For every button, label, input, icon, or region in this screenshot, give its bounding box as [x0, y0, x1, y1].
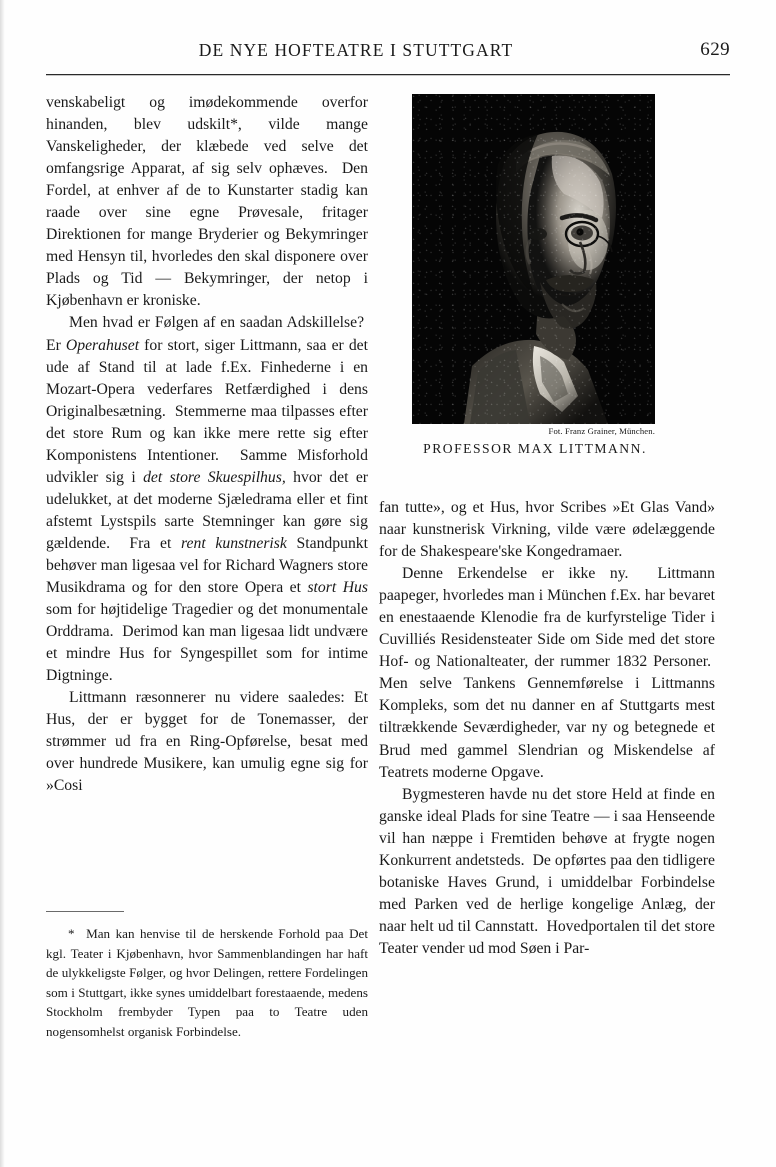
text-column-right — [379, 497, 715, 960]
page-number: 629 — [700, 39, 730, 60]
footnote-text: * Man kan henvise til de herskende Forhold paa Det kgl. Teater i Kjøbenhavn, hvor Sammenblandingen har haft de ulykkeligste Følger, og hvor Delingen, rettere Fordelingen som i Stuttgart, ikke synes umiddelbart forestaaende, medens Stockholm frembyder Typen paa to Teatre uden nogensomhelst organisk Forbindelse. — [46, 926, 368, 1039]
photo-credit: Fot. Franz Grainer, München. — [548, 426, 655, 436]
paragraph: Denne Erkendelse er ikke ny. Littmann paapeger, hvorledes man i München f.Ex. har bevaret en enestaaende Klenodie fra de kurfyrstelige Tider i Cuvilliés Residensteater Side om Side med det store Hof- og Nationalteater, der rummer 1832 Personer. Men selve Tankens Gennemførelse i Littmanns Kompleks, som det nu danner en af Stuttgarts mest tiltrækkende Seværdigheder, var ny og betegnede et Brud med gammel Slendrian og Miskendelse af Teatrets moderne Opgave. — [379, 565, 715, 781]
footnote-separator-rule — [46, 911, 124, 912]
paragraph: Littmann ræsonnerer nu videre saaledes: Et Hus, der er bygget for de Tonemasser, der strømmer ud fra en Ring-Opførelse, besat med over hundrede Musikere, kan umulig egne sig for »Cosi — [46, 689, 368, 795]
paragraph: Bygmesteren havde nu det store Held at finde en ganske ideal Plads for sine Teatre — i saa Henseende vil han næppe i Fremtiden behøve at frygte nogen Konkurrent andetsteds. De opførtes paa den tidligere botaniske Haves Grund, i umiddelbar Forbindelse med Parken ved de herlige kongelige Anlæg, der naar helt ud til Cannstatt. Hovedportalen til det store Teater vender ud mod Søen i Par- — [379, 785, 715, 957]
figure-portrait — [412, 94, 655, 456]
text-column-left — [46, 92, 368, 798]
portrait-illustration — [412, 94, 655, 424]
paragraph: fan tutte», og et Hus, hvor Scribes »Et Glas Vand» naar kunstnerisk Virkning, vilde være ødelæggende for de Shakespeare'ske Kongedramaer. — [379, 499, 715, 561]
header-rule — [46, 74, 730, 75]
figure-caption: PROFESSOR MAX LITTMANN. — [423, 441, 647, 456]
paragraph: Men hvad er Følgen af en saadan Adskillelse? Er Operahuset for stort, siger Littmann, saa er det ude af Stand til at lade f.Ex. Finhederne i en Mozart-Opera vederfares Retfærdighed i dens Originalbesætning. Stemmerne maa tilpasses efter det store Rum og kan ikke mere rette sig efter Komponistens Intentioner. Samme Misforhold udvikler sig i det store Skuespilhus, hvor det er udelukket, at det moderne Sjæledrama eller et fint afstemt Lystspils sarte Stemninger kan gøre sig gældende. Fra et rent kunstnerisk Standpunkt behøver man ligesaa vel for Richard Wagners store Musikdrama og for den store Opera et stort Hus som for højtidelige Tragedier og det monumentale Orddrama. Derimod kan man ligesaa lidt undvære et mindre Hus for Syngespillet som for intime Digtninge. — [46, 314, 369, 685]
page-header — [46, 40, 730, 66]
scan-gutter-edge — [0, 0, 5, 1167]
running-head: DE NYE HOFTEATRE I STUTTGART — [198, 40, 514, 60]
portrait-photograph — [412, 94, 655, 424]
footnote — [46, 924, 368, 1042]
paragraph: venskabeligt og imødekommende overfor hinanden, blev udskilt*, vilde mange Vanskeligheder, der klæbede ved selve det omfangsrige Apparat, af sig selv ophæves. Den Fordel, at enhver af de to Kunstarter stadig kan raade over sine egne Prøvesale, fritager Direktionen for mange Bryderier og Bekymringer med Hensyn til, hvorledes den skal disponere over Plads og Tid — Bekymringer, der netop i Kjøbenhavn er kroniske. — [46, 94, 368, 310]
